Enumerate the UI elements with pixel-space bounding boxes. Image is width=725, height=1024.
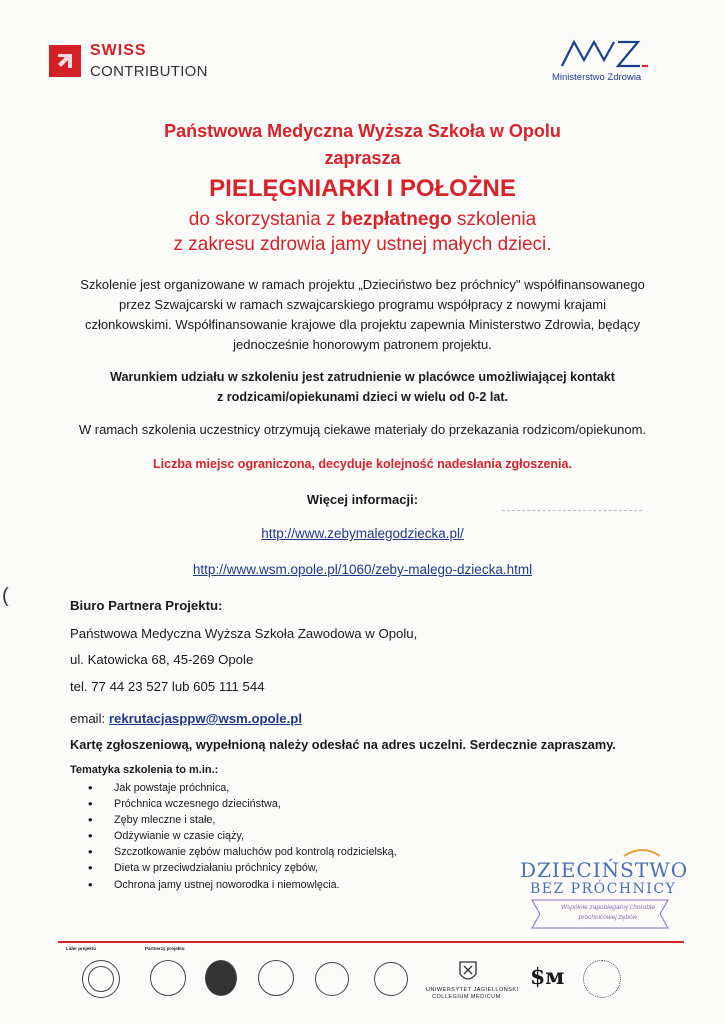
leader-seal-inner-icon	[88, 966, 114, 992]
project-line: członkowskimi. Współfinansowanie krajowe dla projektu zapewnia Ministerstwo Zdrowia, będący	[85, 317, 640, 332]
campaign-logo-subtitle: BEZ PRÓCHNICY	[530, 881, 677, 897]
list-item: • Dieta w przeciwdziałaniu próchnicy zębów,	[70, 860, 397, 876]
office-phone: tel. 77 44 23 527 lub 605 111 544	[70, 679, 265, 694]
list-item: • Jak powstaje próchnica,	[70, 780, 397, 796]
materials-note: W ramach szkolenia uczestnicy otrzymują ciekawe materiały do przekazania rodzicom/opiekunom.	[78, 422, 647, 437]
list-item: • Zęby mleczne i stałe,	[70, 812, 397, 828]
scan-artifact-line	[502, 510, 642, 512]
subtitle-part: szkolenia	[451, 209, 537, 230]
uj-crest-icon	[458, 960, 478, 984]
main-title: PIELĘGNIARKI I POŁOŻNE	[209, 175, 516, 202]
office-name: Państwowa Medyczna Wyższa Szkoła Zawodowa w Opolu,	[70, 626, 418, 641]
leader-label: Lider projektu	[66, 946, 97, 951]
sum-logo-icon: $ᴍ	[530, 964, 565, 990]
school-title: Państwowa Medyczna Wyższa Szkoła w Opolu	[164, 121, 561, 141]
conditions-line: z rodzicami/opiekunami dzieci w wielu od 0-2 lat.	[216, 390, 509, 404]
link-wsm-opole	[0, 562, 725, 577]
uj-label-line-1: UNIWERSYTET JAGIELLOŃSKI	[426, 987, 519, 993]
subtitle-bold-free: bezpłatnego	[340, 209, 452, 230]
scan-mark: (	[2, 585, 9, 607]
link-zebymalegodziecka-anchor[interactable]: http://www.zebymalegodziecka.pl/	[261, 526, 464, 541]
invites-title: zaprasza	[324, 148, 401, 168]
list-item: • Ochrona jamy ustnej noworodka i niemowlęcia.	[70, 877, 397, 893]
list-item: • Odżywianie w czasie ciąży,	[70, 828, 397, 844]
list-item: • Próchnica wczesnego dzieciństwa,	[70, 796, 397, 812]
uj-label-line-2: COLLEGIUM MEDICUM	[432, 994, 501, 1000]
link-zebymalegodziecka	[0, 526, 725, 541]
link-wsm-opole-anchor[interactable]: http://www.wsm.opole.pl/1060/zeby-malego-dziecka.html	[192, 562, 533, 577]
ministry-logo-icon	[560, 36, 650, 72]
email-label: email:	[70, 711, 106, 726]
partners-label: Partnerzy projektu	[145, 946, 185, 951]
list-item: • Szczotkowanie zębów maluchów pod kontrolą rodzicielską,	[70, 844, 397, 860]
swiss-flag-logo	[49, 45, 81, 77]
eagle-seal-icon	[315, 962, 349, 996]
campaign-note-line-2: próchnicowej zębów	[578, 914, 638, 921]
subtitle-line-2: z zakresu zdrowia jamy ustnej małych dzieci.	[173, 234, 552, 255]
project-line: jednocześnie honorowym patronem projektu.	[233, 337, 492, 352]
more-info-heading: Więcej informacji:	[306, 492, 419, 507]
limited-places-note: Liczba miejsc ograniczona, decyduje kolejność nadesłania zgłoszenia.	[153, 457, 572, 471]
partner-seal-1-icon	[150, 960, 186, 996]
participation-conditions	[0, 367, 725, 407]
campaign-note-line-1: Wspólnie zapobiegamy chorobie	[561, 904, 655, 911]
ministry-caption: Ministerstwo Zdrowia	[552, 72, 642, 83]
topics-title: Tematyka szkolenia to m.in.:	[70, 764, 219, 776]
office-title: Biuro Partnera Projektu:	[70, 598, 223, 613]
swiss-arrow-icon	[49, 45, 81, 77]
send-instruction: Kartę zgłoszeniową, wypełnioną należy odesłać na adres uczelni. Serdecznie zapraszamy.	[70, 737, 616, 752]
campaign-logo-title: DZIECIŃSTWO	[520, 858, 689, 882]
conditions-line: Warunkiem udziału w szkoleniu jest zatrudnienie w placówce umożliwiającej kontakt	[110, 370, 615, 384]
partner-seal-2-icon	[205, 960, 237, 996]
eagle-emblem-icon	[374, 962, 408, 996]
swiss-word: SWISS	[90, 42, 147, 59]
contribution-word: CONTRIBUTION	[90, 63, 208, 80]
topics-list	[70, 780, 397, 893]
project-line: Szkolenie jest organizowane w ramach projektu „Dzieciństwo bez próchnicy" współfinansowanego	[80, 277, 645, 292]
project-description	[0, 275, 725, 355]
email-line	[70, 711, 302, 726]
footer-divider	[58, 941, 684, 943]
partner-seal-3-icon	[258, 960, 294, 996]
subtitle-line-1	[0, 209, 725, 231]
project-line: przez Szwajcarski w ramach szwajcarskiego programu współpracy z nowymi krajami	[119, 297, 606, 312]
email-link[interactable]: rekrutacjasppw@wsm.opole.pl	[108, 711, 302, 726]
opole-seal-icon	[583, 960, 621, 998]
office-address: ul. Katowicka 68, 45-269 Opole	[70, 652, 254, 667]
subtitle-part: do skorzystania z	[188, 209, 341, 230]
